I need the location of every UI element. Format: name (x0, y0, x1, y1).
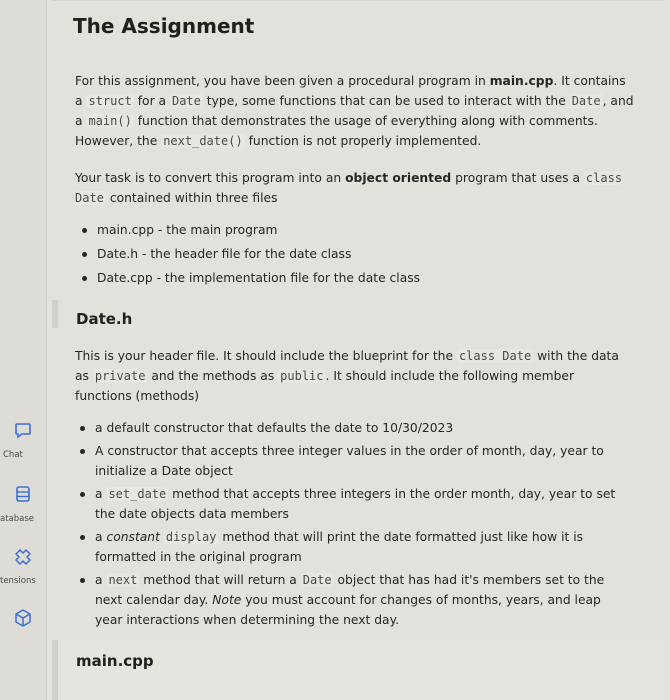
code-public: public (280, 369, 324, 383)
code-class-date: class Date (458, 349, 532, 363)
bold-phrase: object oriented (345, 171, 452, 185)
extensions-icon (13, 546, 33, 566)
sidebar-item-database[interactable] (0, 484, 46, 524)
list-item: main.cpp - the main program (79, 220, 639, 240)
cube-icon (13, 608, 33, 628)
divider (52, 0, 664, 1)
list-item: Date.cpp - the implementation file for the date class (79, 268, 639, 288)
intro-paragraph: For this assignment, you have been given a procedural program in main.cpp. It contains a struct for a Date type, some functions that can be used to interact with the Date , and a main() function that demonstrates the usage of everything along with comments. However, the next_date() function is not properly implemented. (75, 74, 634, 148)
list-item: a constant display method that will print the date formatted just like how it is formatted in the original program (77, 527, 617, 567)
code-next: next (108, 573, 138, 587)
sidebar-item-packager[interactable] (0, 608, 46, 638)
chat-icon (13, 420, 33, 440)
section-title-date-h: Date.h (76, 310, 133, 328)
method-list (77, 418, 617, 630)
code-set-date: set_date (108, 487, 167, 501)
main-cpp-section (52, 640, 664, 700)
sidebar-item-label: tensions (0, 576, 36, 586)
sidebar-item-label: atabase (0, 514, 35, 524)
date-h-description: This is your header file. It should include the blueprint for the class Date with the data as private and the methods as public . It should include the following member functions (methods) (75, 349, 619, 403)
emphasis: constant (106, 530, 160, 544)
sidebar-item-chat[interactable] (0, 420, 46, 460)
list-item: A constructor that accepts three integer values in the order of month, day, year to initialize a Date object (77, 441, 617, 481)
code-date: Date (571, 94, 601, 108)
page-title: The Assignment (73, 14, 255, 38)
code-display: display (165, 530, 217, 544)
code-private: private (94, 369, 146, 383)
section-marker (52, 640, 58, 700)
code-next-date: next_date() (163, 134, 243, 148)
list-item: Date.h - the header file for the date class (79, 244, 639, 264)
left-sidebar (0, 0, 47, 700)
database-icon (13, 484, 33, 504)
code-struct: struct (88, 94, 132, 108)
main-file-name: main.cpp (489, 74, 554, 88)
list-item: a default constructor that defaults the date to 10/30/2023 (77, 418, 617, 438)
emphasis: Note (212, 593, 242, 607)
code-date: Date (302, 573, 332, 587)
section-title-main-cpp: main.cpp (76, 652, 154, 670)
code-main: main() (88, 114, 132, 128)
section-marker (52, 300, 58, 328)
list-item: a next method that will return a Date object that has had it's members set to the next calendar day. Note you must account for changes of months, years, and leap year interactions when determining the next day. (77, 570, 617, 630)
sidebar-item-extensions[interactable] (0, 546, 46, 586)
list-item: a set_date method that accepts three integers in the order month, day, year to set the date objects data members (77, 484, 617, 524)
task-paragraph: Your task is to convert this program into an object oriented program that uses a class Date contained within three files (75, 171, 623, 205)
sidebar-item-label: Chat (3, 450, 23, 460)
assignment-document (52, 0, 664, 700)
code-class-date: class Date (75, 171, 623, 205)
code-date: Date (171, 94, 201, 108)
file-list (79, 220, 639, 288)
